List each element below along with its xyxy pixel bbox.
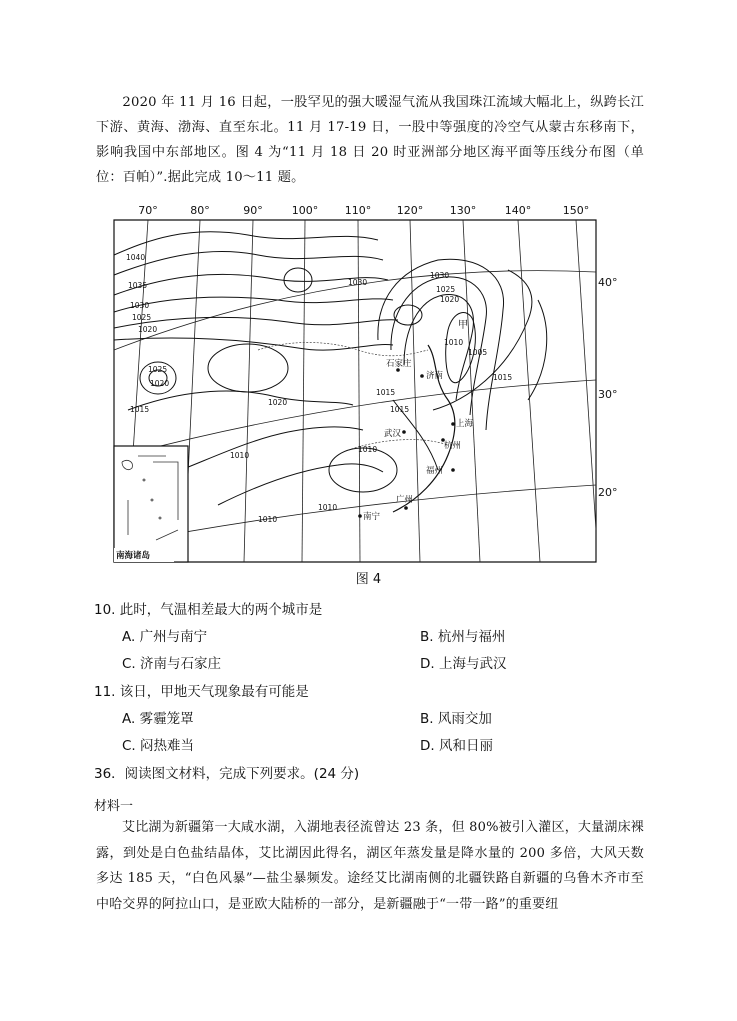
city-dot [402,430,406,434]
intro-text [96,90,644,190]
lon-label: 90° [243,204,263,217]
isobar-label: 1025 [132,313,152,322]
city-dot [404,506,408,510]
inset-label: 南海诸岛 [116,551,151,561]
city-wuhan: 武汉 [384,429,402,439]
isobar-label: 1010 [230,451,250,460]
q10-option-b: B. 杭州与福州 [420,629,506,645]
material1-text-block [96,815,644,917]
isobar-label: 1020 [150,379,170,388]
isobar-label: 1030 [348,278,368,287]
isobar-label: 1020 [138,325,158,334]
intro-paragraph: 2020 年 11 月 16 日起，一股罕见的强大暖湿气流从我国珠江流域大幅北上，纵跨长江下游、黄海、渤海、直至东北。11 月 17-19 日，一股中等强度的冷空气从蒙古东移南下，影响我国中东部地区。图 4 为“11 月 18 日 20 时亚洲部分地区海平面等压线分布图（单位：百帕）”.据此完成 10～11 题。 [96,95,644,185]
material1-paragraph: 艾比湖为新疆第一大咸水湖，入湖地表径流曾达 23 条，但 80%被引入灌区，大量湖床裸露，到处是白色盐结晶体，艾比湖因此得名，湖区年蒸发量是降水量的 200 多倍，大风天数多达 185 天，“白色风暴”—盐尘暴频发。途经艾比湖南侧的北疆铁路自新疆的乌鲁木齐市至中哈交界的阿拉山口，是亚欧大陆桥的一部分，是新疆融于“一带一路”的重要纽 [96,820,644,912]
isobar-label: 1015 [376,388,396,397]
isobar-label: 1040 [126,253,146,262]
isobar-label: 1015 [130,405,150,414]
point-jia-label: 甲 [458,320,468,331]
q11-option-c: C. 闷热难当 [122,738,195,754]
city-dot [358,514,362,518]
longitude-labels [138,204,589,217]
isobar-label: 1030 [430,271,450,280]
isobar-label: 1010 [258,515,278,524]
city-dot [451,468,455,472]
lon-label: 140° [504,204,532,217]
isobar-label: 1015 [390,405,410,414]
q10-option-a: A. 广州与南宁 [122,629,208,645]
figure-caption: 图 4 [355,572,382,587]
isobar-label: 1020 [268,398,288,407]
city-hangzhou: 杭州 [444,441,462,451]
isobar-label: 1025 [436,285,456,294]
city-shanghai: 上海 [456,419,474,429]
lon-label: 70° [138,204,158,217]
material1-title: 材料一 [94,799,134,814]
city-guangzhou: 广州 [396,495,414,505]
city-jinan: 济南 [426,371,444,381]
inset-frame [114,446,188,562]
isobar-label: 1010 [444,338,464,347]
lon-label: 150° [562,204,590,217]
city-dot [420,374,424,378]
lon-label: 80° [190,204,210,217]
city-nanning: 南宁 [363,512,381,522]
lon-label: 120° [396,204,424,217]
lon-label: 130° [449,204,477,217]
isobar-label: 1010 [358,445,378,454]
q10-stem: 10. 此时，气温相差最大的两个城市是 [94,602,323,618]
lat-label: 20° [598,486,618,499]
isobar-label: 1015 [493,373,513,382]
lat-label: 40° [598,276,618,289]
isobar-map [108,200,618,570]
q11-stem: 11. 该日，甲地天气现象最有可能是 [94,684,309,700]
isobar-label: 1035 [128,281,148,290]
isobar-label: 1010 [318,503,338,512]
q10-option-c: C. 济南与石家庄 [122,656,222,672]
isobar-label: 1025 [148,365,168,374]
q36-stem: 36．阅读图文材料，完成下列要求。(24 分) [94,766,360,782]
isobar-map-figure [108,200,618,570]
q10-option-d: D. 上海与武汉 [420,656,507,672]
city-shijiazhuang: 石家庄 [386,359,412,369]
latitude-labels [598,276,618,499]
q11-option-a: A. 雾霾笼罩 [122,711,194,727]
lon-label: 100° [291,204,319,217]
city-dot [451,422,455,426]
q11-option-d: D. 风和日丽 [420,738,493,754]
lon-label: 110° [344,204,372,217]
isobar-label: 1005 [468,348,488,357]
lat-label: 30° [598,388,618,401]
isobar-label: 1030 [130,301,150,310]
isobar-label: 1020 [440,295,460,304]
city-fuzhou: 福州 [426,466,444,476]
q11-option-b: B. 风雨交加 [420,711,492,727]
coastline [393,345,455,512]
